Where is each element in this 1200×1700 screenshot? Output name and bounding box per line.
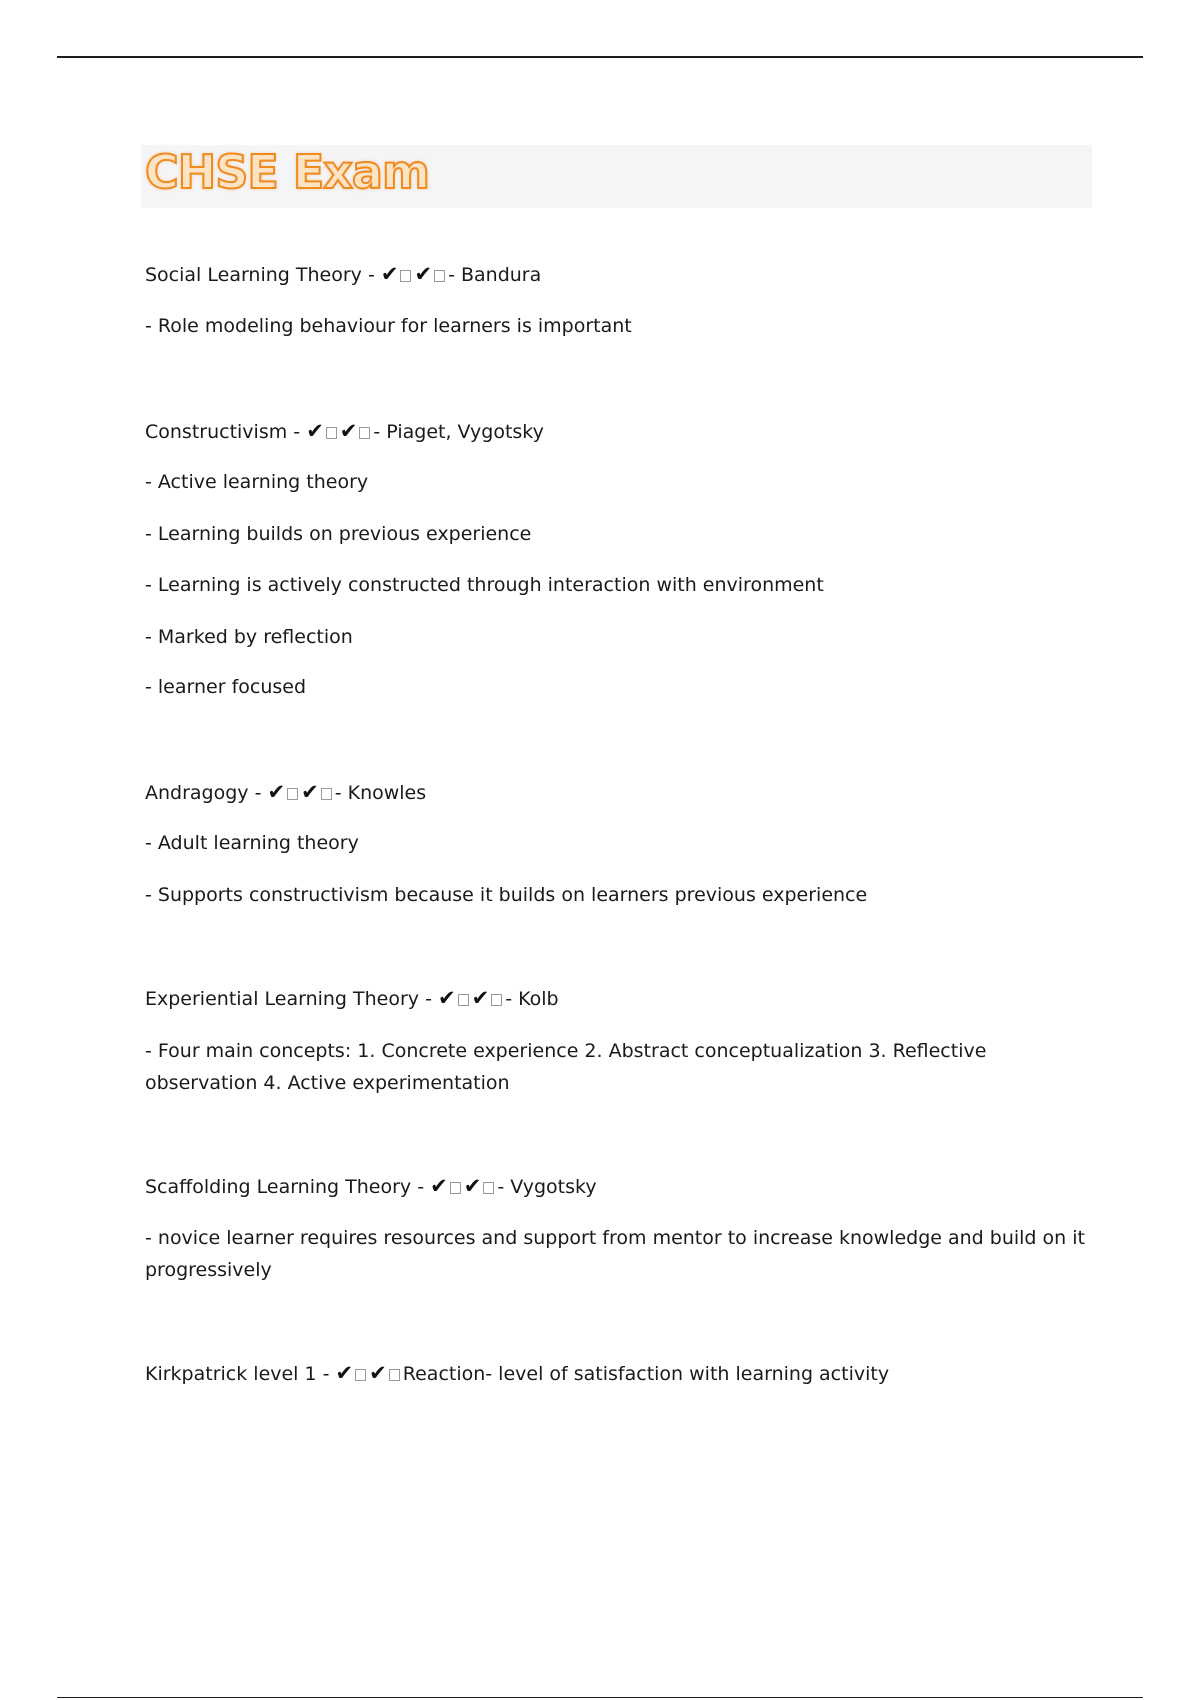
empty-box-icon [434, 270, 445, 282]
entry-term: Constructivism - [145, 421, 301, 443]
entry-answer: - Vygotsky [497, 1176, 597, 1198]
check-mark-icon: ✔ [301, 780, 319, 804]
empty-box-icon [359, 427, 370, 439]
entry-term: Andragogy - [145, 782, 262, 804]
check-mark-icon: ✔ [306, 419, 324, 443]
entry-detail: - learner focused [145, 676, 307, 698]
entry-detail: - Learning builds on previous experience [145, 523, 532, 545]
entry-term: Scaffolding Learning Theory - [145, 1176, 425, 1198]
entry-term: Social Learning Theory - [145, 264, 375, 286]
entry-term-line [145, 258, 541, 291]
empty-box-icon [491, 994, 502, 1006]
check-mark-icon: ✔ [380, 262, 399, 286]
entry-term: Experiential Learning Theory - [145, 988, 432, 1010]
check-mark-icon: ✔ [339, 419, 358, 443]
empty-box-icon [400, 270, 411, 282]
entry-term-line [145, 1170, 597, 1203]
empty-box-icon [483, 1182, 494, 1194]
header-rule [57, 56, 1143, 58]
entry-detail: - Active learning theory [145, 471, 369, 493]
check-mark-icon: ✔ [335, 1361, 354, 1385]
empty-box-icon [389, 1369, 400, 1381]
entry-detail: - Supports constructivism because it builds on learners previous experience [145, 884, 868, 906]
check-mark-icon: ✔ [267, 780, 286, 804]
empty-box-icon [458, 994, 469, 1006]
entry-detail: - Learning is actively constructed through interaction with environment [145, 574, 824, 596]
entry-detail: - Marked by reflection [145, 626, 353, 648]
check-mark-icon: ✔ [430, 1174, 448, 1198]
check-mark-icon: ✔ [471, 986, 490, 1010]
entry-answer: - Piaget, Vygotsky [373, 421, 544, 443]
entry-term: Kirkpatrick level 1 - [145, 1363, 330, 1385]
empty-box-icon [321, 788, 332, 800]
entry-answer: - Knowles [334, 782, 427, 804]
entry-detail: - Role modeling behaviour for learners is important [145, 315, 632, 337]
document-title: CHSE Exam [145, 145, 429, 199]
empty-box-icon [326, 427, 337, 439]
entry-answer: - Kolb [505, 988, 559, 1010]
entry-detail: - novice learner requires resources and support from mentor to increase knowledge and build on it progressively [145, 1227, 1085, 1281]
entry-detail: - Adult learning theory [145, 832, 359, 854]
entry-term-line [145, 776, 426, 809]
entry-answer: Reaction- level of satisfaction with learning activity [402, 1363, 890, 1385]
title-banner [141, 145, 1092, 208]
check-mark-icon: ✔ [438, 986, 456, 1010]
empty-box-icon [287, 788, 298, 800]
footer-rule [57, 1697, 1143, 1698]
check-mark-icon: ✔ [414, 262, 433, 286]
entry-term-line [145, 1357, 889, 1390]
entry-term-line [145, 982, 559, 1015]
check-mark-icon: ✔ [369, 1361, 387, 1385]
entry-answer: - Bandura [448, 264, 542, 286]
empty-box-icon [355, 1369, 366, 1381]
entry-detail: - Four main concepts: 1. Concrete experience 2. Abstract conceptualization 3. Reflective observation 4. Active experimentation [145, 1040, 987, 1094]
check-mark-icon: ✔ [463, 1174, 482, 1198]
empty-box-icon [450, 1182, 461, 1194]
entry-term-line [145, 415, 544, 448]
